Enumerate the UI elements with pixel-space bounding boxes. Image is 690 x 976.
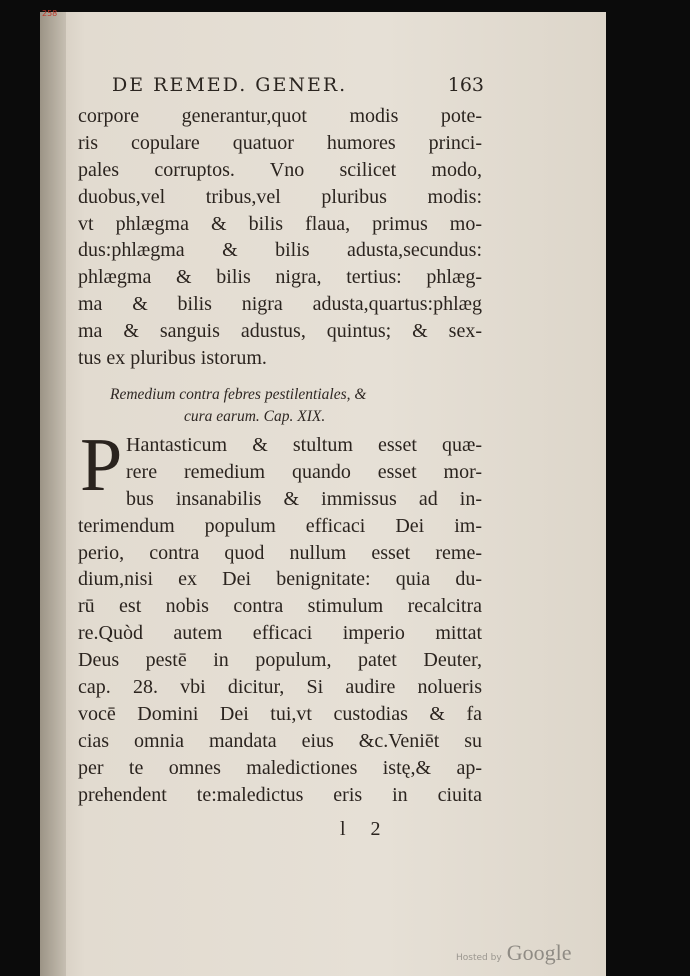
- text-line: per te omnes maledictiones istę,& ap-: [78, 756, 482, 779]
- text-line: Deus pestē in populum, patet Deuter,: [78, 649, 482, 672]
- text-line: cias omnia mandata eius &c.Veniēt su: [78, 729, 482, 752]
- text-line: ma & sanguis adustus, quintus; & sex-: [78, 320, 482, 343]
- page-header: [112, 74, 484, 100]
- page-gutter: [40, 12, 66, 976]
- text-line: duobus,vel tribus,vel pluribus modis:: [78, 185, 482, 208]
- text-line: re.Quòd autem efficaci imperio mittat: [78, 622, 482, 645]
- text-line: dus:phlægma & bilis adusta,secundus:: [78, 239, 482, 262]
- running-title: DE REMED. GENER.: [112, 74, 348, 96]
- text-line: ma & bilis nigra adusta,quartus:phlæg: [78, 293, 482, 316]
- text-line: terimendum populum efficaci Dei im-: [78, 514, 482, 537]
- corner-tag: 258: [42, 9, 58, 18]
- text-line: phlægma & bilis nigra, tertius: phlæg-: [78, 266, 482, 289]
- text-line: tus ex pluribus istorum.: [78, 347, 267, 370]
- text-line: Hantasticum & stultum esset quæ-: [126, 434, 482, 456]
- drop-cap: P: [80, 423, 123, 507]
- watermark-small-text: Hosted by: [456, 953, 502, 963]
- text-line: rere remedium quando esset mor-: [126, 460, 482, 483]
- hosted-by-watermark: [456, 940, 572, 966]
- text-line: vocē Domini Dei tui,vt custodias & fa: [78, 702, 482, 725]
- text-line: cap. 28. vbi dicitur, Si audire nolueris: [78, 676, 482, 699]
- text-line: ris copulare quatuor humores princi-: [78, 131, 482, 154]
- text-line: perio, contra quod nullum esset reme-: [78, 541, 482, 564]
- google-logo: Google: [506, 940, 572, 965]
- signature-mark: l 2: [340, 818, 391, 840]
- text-line: dium,nisi ex Dei benignitate: quia du-: [78, 568, 482, 591]
- text-line: bus insanabilis & immissus ad in-: [126, 487, 482, 510]
- text-block-top: [78, 103, 482, 372]
- section-heading: [110, 384, 460, 428]
- section-heading-line-1: Remedium contra febres pestilentiales, &: [110, 386, 367, 403]
- text-line: prehendent te:maledictus eris in ciuita: [78, 783, 482, 806]
- text-line: pales corruptos. Vno scilicet modo,: [78, 158, 482, 181]
- page-number: 163: [447, 74, 484, 96]
- section-heading-line-2: cura earum. Cap. XIX.: [184, 408, 326, 425]
- text-block-body: [78, 423, 482, 808]
- text-line: vt phlægma & bilis flaua, primus mo-: [78, 212, 482, 235]
- text-line: corpore generantur,quot modis pote-: [78, 105, 482, 127]
- text-line: rū est nobis contra stimulum recalcitra: [78, 595, 482, 618]
